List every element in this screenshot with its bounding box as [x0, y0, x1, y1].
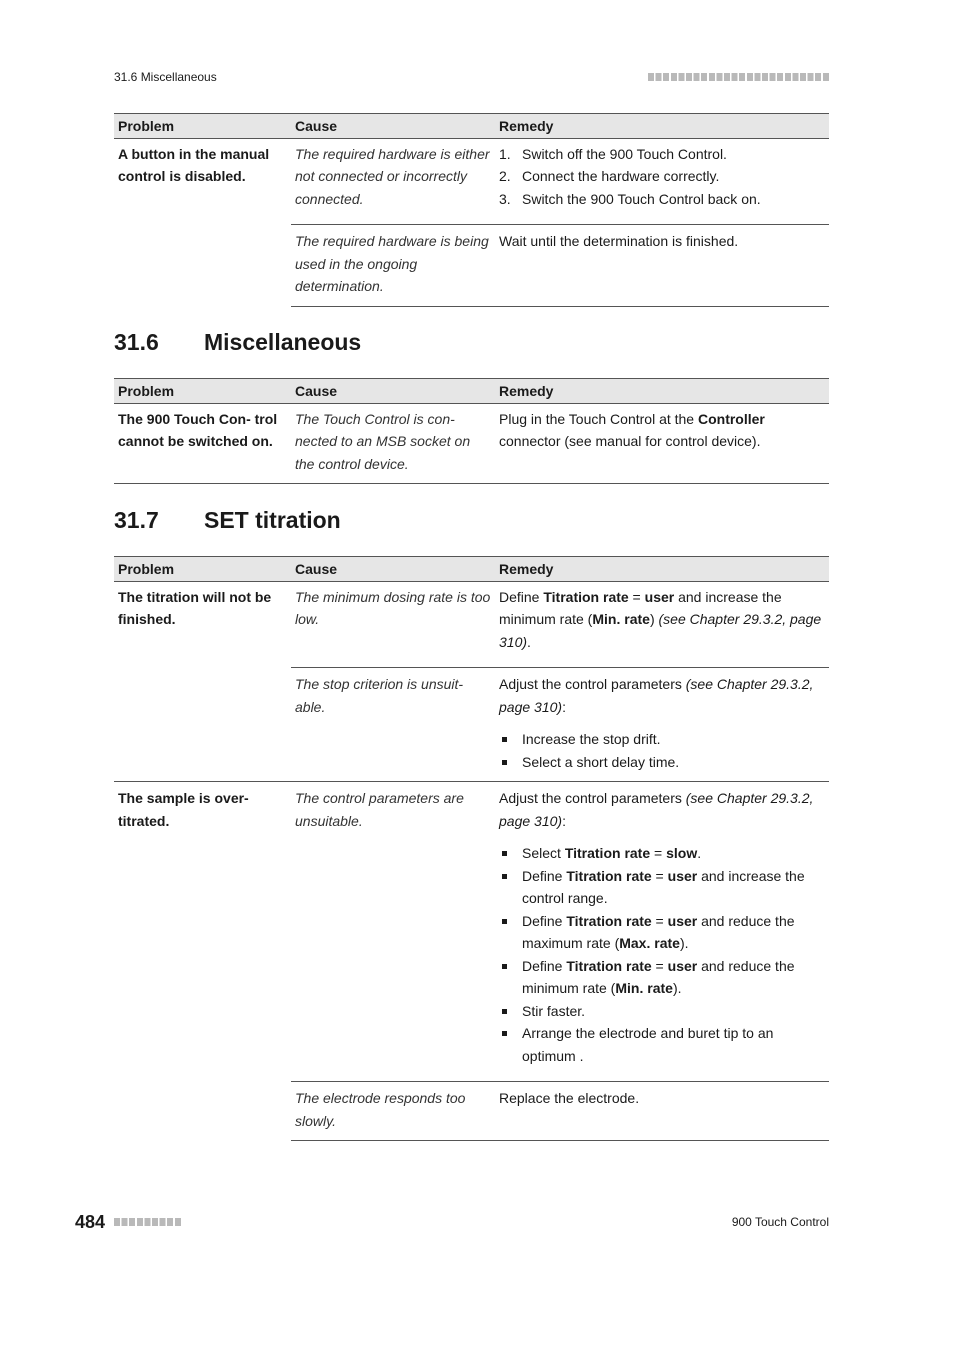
list-item: Stir faster.	[499, 1000, 825, 1023]
col-remedy: Remedy	[495, 114, 829, 139]
col-cause: Cause	[291, 379, 495, 404]
remedy-steps	[499, 143, 825, 211]
table-row	[114, 138, 829, 225]
table-row	[114, 403, 829, 484]
table-set-titration	[114, 556, 829, 1141]
remedy-cell: Wait until the determination is finished.	[495, 225, 829, 307]
list-item: Arrange the electrode and buret tip to an optimum .	[499, 1022, 825, 1067]
list-item: Select Titration rate = slow.	[499, 842, 825, 865]
list-item: Define Titration rate = user and reduce the minimum rate (Min. rate).	[499, 955, 825, 1000]
remedy-cell	[495, 138, 829, 225]
section-heading-set: 31.7 SET titration	[114, 507, 341, 533]
col-problem: Problem	[114, 114, 291, 139]
list-item: Define Titration rate = user and increase the control range.	[499, 865, 825, 910]
cause-cell: The electrode responds too slowly.	[291, 1082, 495, 1141]
remedy-bullets	[499, 842, 825, 1067]
list-item: 1. Switch off the 900 Touch Control.	[499, 145, 727, 162]
col-remedy: Remedy	[495, 379, 829, 404]
col-problem: Problem	[114, 379, 291, 404]
list-item: 2. Connect the hardware correctly.	[499, 168, 720, 184]
remedy-cell: Plug in the Touch Control at the Controller connector (see manual for control device).	[495, 403, 829, 484]
table-row	[114, 581, 829, 668]
cause-cell: The required hardware is either not connected or incorrectly connected.	[295, 145, 490, 207]
col-problem: Problem	[114, 557, 291, 582]
section-heading-misc: 31.6 Miscellaneous	[114, 329, 362, 355]
footer-product: 900 Touch Control	[731, 1215, 829, 1229]
remedy-cell: Replace the electrode.	[495, 1082, 829, 1141]
problem-cell: The sample is over- titrated.	[114, 782, 291, 1141]
cause-cell: The control parameters are unsuitable.	[291, 782, 495, 1082]
running-header: 31.6 Miscellaneous	[114, 70, 217, 84]
cause-cell: The Touch Control is con- nected to an MSB socket on the control device.	[291, 403, 495, 484]
table-row	[114, 782, 829, 1082]
problem-cell: The 900 Touch Con- trol cannot be switched on.	[114, 403, 291, 484]
page-number: 484	[75, 1212, 106, 1232]
col-remedy: Remedy	[495, 557, 829, 582]
list-item: Select a short delay time.	[499, 751, 825, 774]
col-cause: Cause	[291, 557, 495, 582]
list-item: 3. Switch the 900 Touch Control back on.	[499, 190, 761, 207]
cause-cell: The stop criterion is unsuit- able.	[291, 668, 495, 782]
table-button-disabled	[114, 113, 829, 307]
cause-cell: The minimum dosing rate is too low.	[295, 588, 491, 627]
list-item: Increase the stop drift.	[499, 728, 825, 751]
remedy-bullets	[499, 728, 825, 773]
table-misc	[114, 378, 829, 484]
remedy-cell: Adjust the control parameters (see Chapter 29.3.2, page 310): Select Titration rate = slow. Define Titration rate = user and increase the control range. Define Titration rate = user and reduce the maximum rate (Max. rate). Define Titration rate = user and reduce the minimum rate (Min. rate). Stir faster. Arrange the electrode and buret tip to an optimum .	[495, 782, 829, 1082]
cause-cell: The required hardware is being used in the ongoing determination.	[291, 225, 495, 307]
footer-decoration	[114, 1218, 182, 1226]
header-decoration	[648, 73, 829, 81]
problem-cell: The titration will not be finished.	[118, 588, 272, 627]
problem-cell: A button in the manual control is disabled.	[118, 145, 270, 184]
remedy-cell: Define Titration rate = user and increase the minimum rate (Min. rate) (see Chapter 29.3.2, page 310).	[499, 588, 822, 650]
remedy-cell: Adjust the control parameters (see Chapter 29.3.2, page 310): Increase the stop drift. Select a short delay time.	[495, 668, 829, 782]
col-cause: Cause	[291, 114, 495, 139]
list-item: Define Titration rate = user and reduce the maximum rate (Max. rate).	[499, 910, 825, 955]
